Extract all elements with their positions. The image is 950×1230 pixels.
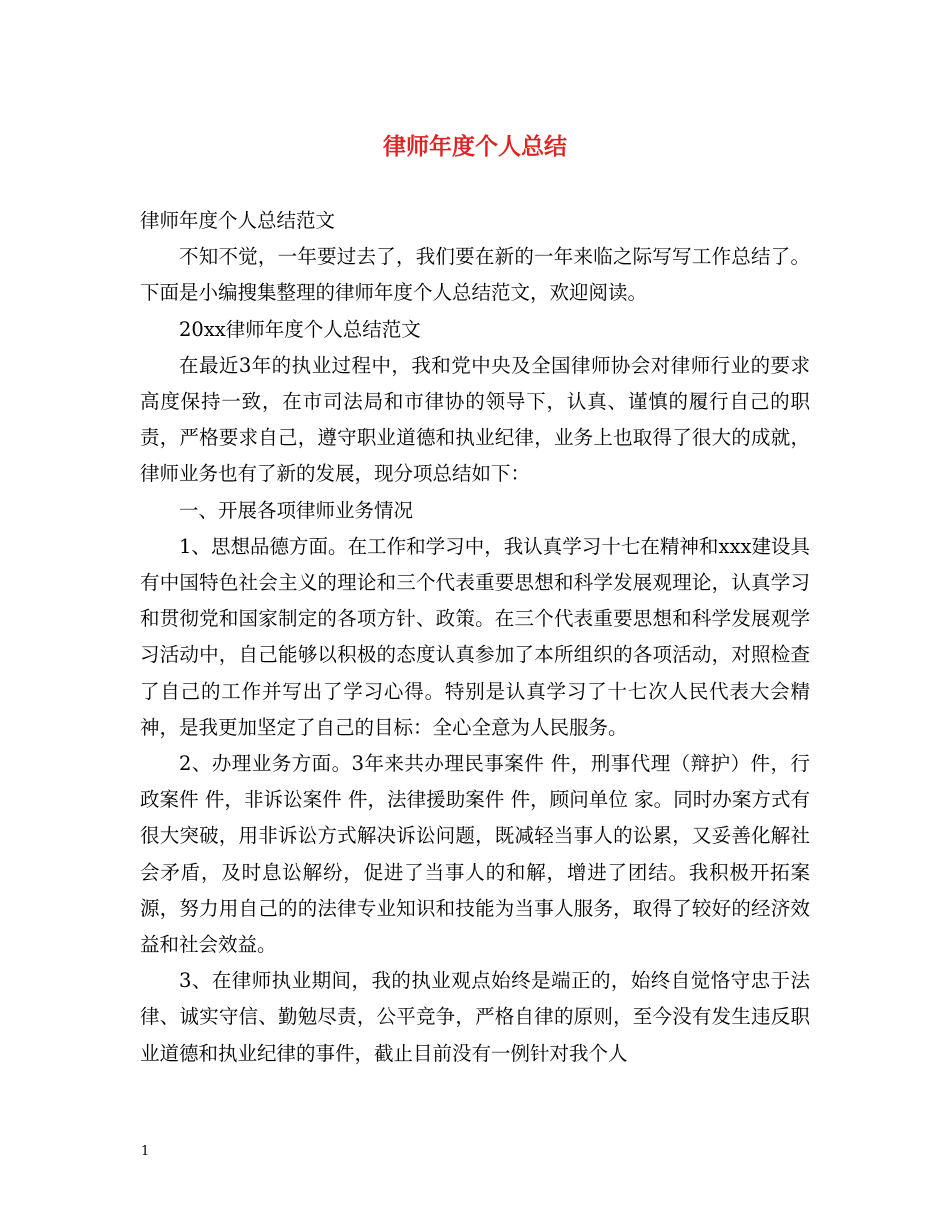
paragraph-overview: 在最近3年的执业过程中，我和党中央及全国律师协会对律师行业的要求高度保持一致，在市司法局和市律协的领导下，认真、谨慎的履行自己的职责，严格要求自己，遵守职业道德和执业纪律，业务上也取得了很大的成就，律师业务也有了新的发展，现分项总结如下： [140,353,810,486]
document-title: 律师年度个人总结 [383,133,567,160]
paragraph-heading-sample: 20xx律师年度个人总结范文 [179,317,421,341]
paragraph-item-1: 1、思想品德方面。在工作和学习中，我认真学习十七在精神和xxx建设具有中国特色社会主义的理论和三个代表重要思想和科学发展观理论，认真学习和贯彻党和国家制定的各项方针、政策。在三个代表重要思想和科学发展观学习活动中，自己能够以积极的态度认真参加了本所组织的各项活动，对照检查了自己的工作并写出了学习心得。特别是认真学习了十七次人民代表大会精神，是我更加坚定了自己的目标：全心全意为人民服务。 [140,534,810,739]
paragraph-section-heading: 一、开展各项律师业务情况 [179,498,414,522]
paragraph-item-3: 3、在律师执业期间，我的执业观点始终是端正的，始终自觉恪守忠于法律、诚实守信、勤勉尽责，公平竞争，严格自律的原则，至今没有发生违反职业道德和执业纪律的事件，截止目前没有一例针对我个人 [140,969,810,1065]
paragraph-subtitle: 律师年度个人总结范文 [140,209,336,232]
paragraph-intro: 不知不觉，一年要过去了，我们要在新的一年来临之际写写工作总结了。下面是小编搜集整理的律师年度个人总结范文，欢迎阅读。 [140,245,810,305]
page-number: 1 [141,1144,150,1159]
document-body [140,203,810,1072]
paragraph-item-2: 2、办理业务方面。3年来共办理民事案件 件，刑事代理（辩护）件，行政案件 件，非诉讼案件 件，法律援助案件 件，顾问单位 家。同时办案方式有很大突破，用非诉讼方式解决诉讼问题，既减轻当事人的讼累，又妥善化解社会矛盾，及时息讼解纷，促进了当事人的和解，增进了团结。我积极开拓案源，努力用自己的的法律专业知识和技能为当事人服务，取得了较好的经济效益和社会效益。 [140,752,810,957]
